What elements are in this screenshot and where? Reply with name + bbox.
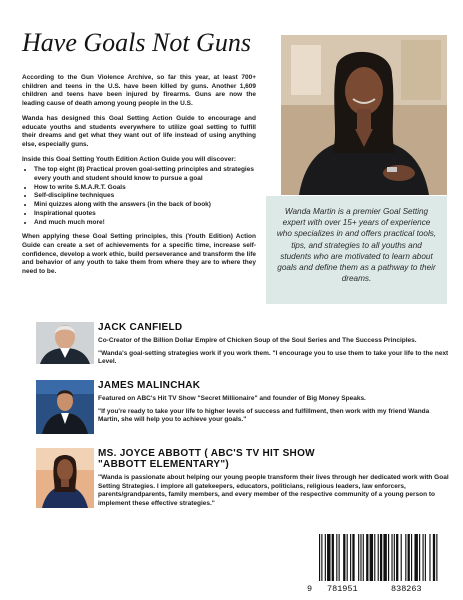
barcode-bar bbox=[363, 534, 364, 581]
list-item: • Self-discipline techniques bbox=[34, 192, 256, 201]
barcode-bar bbox=[352, 534, 354, 581]
intro-paragraph-discover: Inside this Goal Setting Youth Edition Action Guide you will discover: bbox=[22, 155, 237, 163]
author-bio-box bbox=[266, 196, 447, 304]
author-photo bbox=[281, 35, 447, 195]
endorser-name: MS. JOYCE ABBOTT ( ABC'S TV HIT SHOW bbox=[98, 448, 315, 459]
barcode-bar bbox=[343, 534, 345, 581]
author-bio-text: Wanda Martin is a premier Goal Setting expert with over 15+ years of experience who specializes in and offers practical tools, tips, and strategies to all youths and students who are motivated to learn about goals and define them as a pathway to their dreams. bbox=[276, 207, 437, 284]
endorser-credentials: Featured on ABC's Hit TV Show "Secret Millionaire" and founder of Big Money Speaks. bbox=[98, 395, 366, 402]
list-item: • How to write S.M.A.R.T. Goals bbox=[34, 184, 256, 193]
list-item: • The top eight (8) Practical proven goal-setting principles and strategies every youth and student should know to pursue a goal bbox=[34, 166, 256, 183]
barcode-bars bbox=[305, 534, 457, 584]
endorser-quote: "If you're ready to take your life to higher levels of success and fulfillment, then work with my friend Wanda Martin, she will help you to achieve your goals." bbox=[98, 407, 430, 424]
endorser-name: JAMES MALINCHAK bbox=[98, 380, 201, 391]
endorser-photo-james-malinchak bbox=[36, 380, 94, 434]
barcode-bar bbox=[405, 534, 406, 581]
barcode-bar bbox=[388, 534, 389, 581]
barcode-bar bbox=[360, 534, 361, 581]
list-item: • Inspirational quotes bbox=[34, 210, 256, 219]
endorser-quote: "Wanda is passionate about helping our young people transform their lives through her dedicated work with Goal Setting Strategies. I implore all gatekeepers, educators, politicians, religious leaders, law enforcers, parents/grandparents, family members, and every member of the respective community of a young person to implement these effective strategies." bbox=[98, 474, 449, 508]
barcode-bar bbox=[380, 534, 382, 581]
isbn-lead-digit: 9 bbox=[307, 584, 313, 594]
isbn-group-left: 781951 bbox=[327, 584, 358, 594]
barcode-bar bbox=[339, 534, 340, 581]
barcode-bar bbox=[319, 534, 320, 581]
barcode-bar bbox=[425, 534, 426, 581]
intro-paragraph-statistics: According to the Gun Violence Archive, so far this year, at least 700+ children and teens in the U.S. have been killed by guns. Another 1,609 children and teens have been injured by firearms. Guns are now the leading cause of death among young people in the U.S. bbox=[22, 74, 256, 108]
barcode-bar bbox=[336, 534, 337, 581]
endorser-name-continued: "ABBOTT ELEMENTARY") bbox=[98, 459, 230, 470]
barcode-bar bbox=[378, 534, 379, 581]
barcode-bar bbox=[358, 534, 359, 581]
isbn-barcode bbox=[305, 534, 457, 596]
barcode-bar bbox=[419, 534, 420, 581]
list-item: • Mini quizzes along with the answers (in the back of book) bbox=[34, 201, 256, 210]
intro-section bbox=[22, 74, 256, 283]
barcode-bar bbox=[423, 534, 424, 581]
feature-list bbox=[22, 166, 256, 227]
barcode-bar bbox=[396, 534, 398, 581]
barcode-bar bbox=[391, 534, 392, 581]
barcode-bar bbox=[325, 534, 326, 581]
barcode-bar bbox=[374, 534, 375, 581]
endorser-photo-jack-canfield bbox=[36, 322, 94, 364]
barcode-bar bbox=[411, 534, 412, 581]
barcode-bar bbox=[321, 534, 322, 581]
page-title: Have Goals Not Guns bbox=[22, 28, 251, 57]
intro-paragraph-purpose: Wanda has designed this Goal Setting Action Guide to encourage and educate youths and students everywhere to utilize goal setting to fulfill their dreams and get what they want out of life instead of using anything else, especially guns. bbox=[22, 114, 256, 148]
barcode-bar bbox=[429, 534, 430, 581]
barcode-bar bbox=[350, 534, 351, 581]
barcode-bar bbox=[401, 534, 402, 581]
barcode-bar bbox=[366, 534, 368, 581]
barcode-bar bbox=[383, 534, 386, 581]
isbn-group-right: 838263 bbox=[391, 584, 422, 594]
endorser-credentials: Co-Creator of the Billion Dollar Empire of Chicken Soup of the Soul Series and The Success Principles. bbox=[98, 337, 417, 344]
endorser-photo-joyce-abbott bbox=[36, 448, 94, 508]
barcode-bar bbox=[408, 534, 410, 581]
isbn-number bbox=[305, 584, 457, 596]
barcode-bar bbox=[370, 534, 373, 581]
barcode-bar bbox=[347, 534, 348, 581]
barcode-bar bbox=[332, 534, 334, 581]
endorser-name: JACK CANFIELD bbox=[98, 322, 183, 333]
barcode-bar bbox=[433, 534, 435, 581]
endorser-quote: "Wanda's goal-setting strategies work if you work them. "I encourage you to use them to take your life to the next Level. bbox=[98, 349, 449, 366]
intro-paragraph-outcomes: When applying these Goal Setting principles, this (Youth Edition) Action Guide can create a set of achievements for a specific time, increase self-confidence, develop a work ethic, build perseverance and transform the life and behavior of any youth to take them from where they are to where they need to be. bbox=[22, 233, 256, 276]
list-item: • And much much more! bbox=[34, 219, 256, 228]
barcode-bar bbox=[327, 534, 330, 581]
barcode-bar bbox=[414, 534, 417, 581]
barcode-bar bbox=[394, 534, 395, 581]
barcode-bar bbox=[436, 534, 437, 581]
